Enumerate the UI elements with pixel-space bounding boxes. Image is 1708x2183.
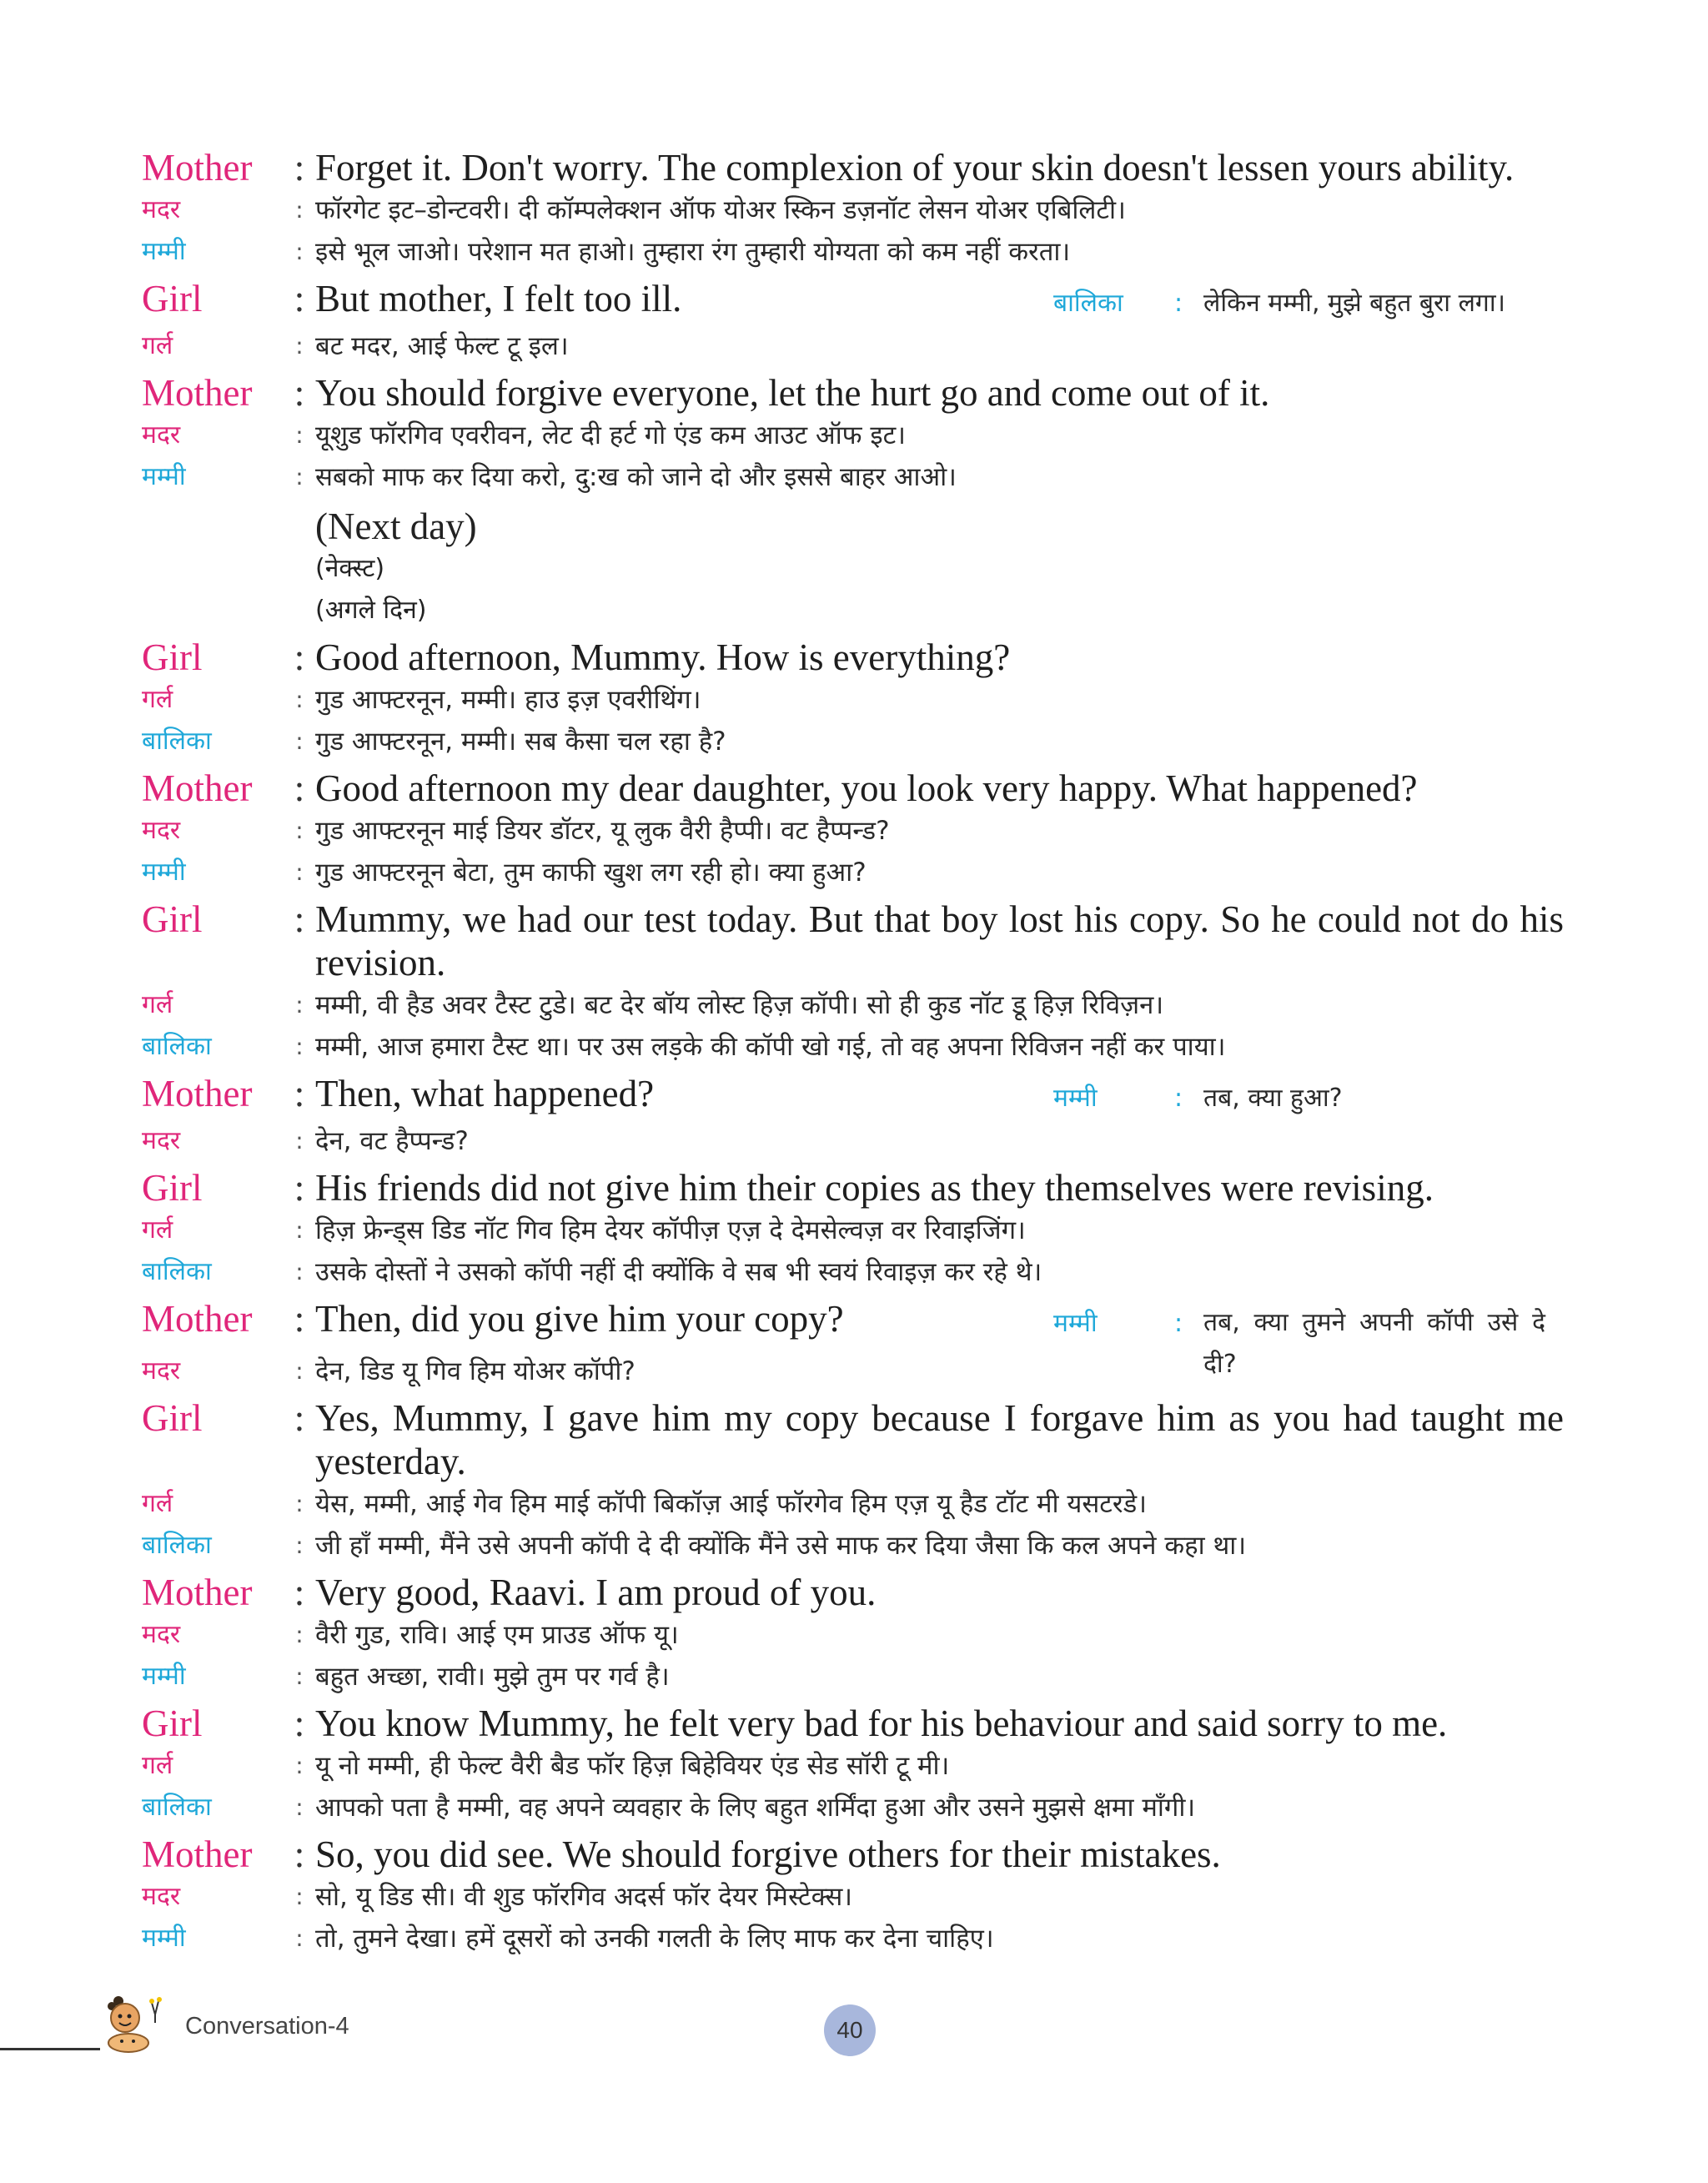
- colon: :: [295, 686, 304, 713]
- colon: :: [1173, 1309, 1183, 1338]
- colon: :: [295, 1883, 304, 1910]
- colon: :: [295, 421, 304, 449]
- colon: :: [295, 1490, 304, 1517]
- dialogue-text: यूशुड फॉरगिव एवरीवन, लेट दी हर्ट गो एंड कम आउट ऑफ इट।: [315, 420, 907, 450]
- dialogue-text: मम्मी, आज हमारा टैस्ट था। पर उस लड़के की कॉपी खो गई, तो वह अपना रिविजन नहीं कर पाया।: [315, 1032, 1226, 1062]
- dialogue-line-english: [142, 146, 1564, 189]
- dialogue-line-transliteration: [142, 810, 1564, 852]
- dialogue-line-transliteration: [142, 325, 1564, 367]
- dialogue-text: वैरी गुड, रावि। आई एम प्राउड ऑफ यू।: [315, 1620, 679, 1650]
- dialogue-line-english: [142, 767, 1564, 810]
- colon: :: [294, 1397, 305, 1439]
- dialogue-text-with-side: [315, 277, 1564, 325]
- speaker-label: गर्ल: [142, 990, 173, 1019]
- speaker-label: गर्ल: [142, 1489, 173, 1518]
- dialogue-text: His friends did not give him their copies as they themselves were revising.: [315, 1167, 1434, 1209]
- section-label: Conversation-4: [185, 2013, 349, 2040]
- dialogue-text: So, you did see. We should forgive others for their mistakes.: [315, 1833, 1221, 1875]
- colon: :: [295, 1258, 304, 1285]
- dialogue-text: उसके दोस्तों ने उसको कॉपी नहीं दी क्योंकि वे सब भी स्वयं रिवाइज़ कर रहे थे।: [315, 1257, 1042, 1287]
- dialogue-line-transliteration: [142, 1876, 1564, 1918]
- dialogue-line-translation: [142, 456, 1564, 498]
- dialogue-text: Then, did you give him your copy?: [315, 1298, 844, 1340]
- dialogue-text: गुड आफ्टरनून, मम्मी। सब कैसा चल रहा है?: [315, 727, 726, 757]
- dialogue-line-english: [142, 1702, 1564, 1745]
- dialogue-line-english: [142, 1166, 1564, 1210]
- colon: :: [295, 463, 304, 490]
- speaker-label: बालिका: [142, 1257, 212, 1286]
- dialogue-text: गुड आफ्टरनून, मम्मी। हाउ इज़ एवरीथिंग।: [315, 685, 701, 715]
- dialogue-text: बहुत अच्छा, रावी। मुझे तुम पर गर्व है।: [315, 1662, 670, 1692]
- speaker-label: Girl: [142, 1397, 203, 1439]
- dialogue-line-translation: [142, 852, 1564, 893]
- dialogue-text: हिज़ फ्रेन्ड्स डिड नॉट गिव हिम देयर कॉपीज़ एज़ दे देमसेल्वज़ वर रिवाइजिंग।: [315, 1215, 1026, 1245]
- colon: :: [295, 1793, 304, 1821]
- dialogue-text: Mummy, we had our test today. But that boy lost his copy. So he could not do his revision.: [315, 898, 1564, 983]
- dialogue-line-english: [142, 1571, 1564, 1614]
- speaker-label: Mother: [142, 1833, 253, 1875]
- dialogue-text: Forget it. Don't worry. The complexion of your skin doesn't lessen yours ability.: [315, 147, 1515, 189]
- speaker-label: Girl: [142, 636, 203, 678]
- dialogue-line-transliteration: [142, 679, 1564, 721]
- speaker-label: Mother: [142, 147, 253, 189]
- dialogue-text: तब, क्या तुमने अपनी कॉपी उसे दे दी?: [1203, 1308, 1545, 1379]
- dialogue-line-transliteration: [142, 1745, 1564, 1787]
- dialogue-text: गुड आफ्टरनून माई डियर डॉटर, यू लुक वैरी हैप्पी। वट हैप्पन्ड?: [315, 816, 890, 846]
- speaker-label: Mother: [142, 372, 253, 414]
- dialogue-text: Very good, Raavi. I am proud of you.: [315, 1572, 877, 1613]
- speaker-label: मम्मी: [142, 858, 186, 887]
- dialogue-text: But mother, I felt too ill.: [315, 278, 682, 319]
- page-number-badge: 40: [824, 2004, 876, 2056]
- speaker-label: Girl: [142, 1703, 203, 1744]
- dialogue-line-transliteration: [142, 1351, 1564, 1392]
- dialogue-line-english: [142, 277, 1564, 325]
- colon: :: [295, 991, 304, 1019]
- dialogue-line-translation: [142, 721, 1564, 762]
- colon: :: [294, 147, 305, 189]
- dialogue-text: गुड आफ्टरनून बेटा, तुम काफी खुश लग रही हो। क्या हुआ?: [315, 858, 867, 888]
- speaker-label: मदर: [142, 195, 181, 224]
- colon: :: [294, 1703, 305, 1744]
- dialogue-line-transliteration: [142, 189, 1564, 231]
- colon: :: [295, 1752, 304, 1779]
- dialogue-line-transliteration: [142, 1210, 1564, 1251]
- dialogue-line-english: [142, 1072, 1564, 1120]
- dialogue-line-translation: [142, 1918, 1564, 1959]
- dialogue-line-transliteration: [142, 984, 1564, 1026]
- colon: :: [295, 1216, 304, 1244]
- dialogue-text: जी हाँ मम्मी, मैंने उसे अपनी कॉपी दे दी क्योंकि मैंने उसे माफ कर दिया जैसा कि कल अपने कहा था।: [315, 1531, 1247, 1561]
- speaker-label: मम्मी: [1053, 1084, 1098, 1113]
- dialogue-text: सो, यू डिड सी। वी शुड फॉरगिव अदर्स फॉर देयर मिस्टेक्स।: [315, 1882, 853, 1912]
- stage-direction-transliteration: (नेक्स्ट): [315, 554, 385, 583]
- colon: :: [294, 1073, 305, 1114]
- dialogue-text: Yes, Mummy, I gave him my copy because I forgave him as you had taught me yesterday.: [315, 1397, 1564, 1482]
- colon: :: [294, 898, 305, 940]
- page-footer: [0, 1989, 1708, 2073]
- dialogue-text: येस, मम्मी, आई गेव हिम माई कॉपी बिकॉज़ आई फॉरगेव हिम एज़ यू हैड टॉट मी यसटरडे।: [315, 1489, 1147, 1519]
- dialogue-line-english: [142, 371, 1564, 415]
- speaker-label: Mother: [142, 1572, 253, 1613]
- conversation-document: [142, 142, 1564, 1959]
- dialogue-text: देन, वट हैप्पन्ड?: [315, 1126, 469, 1156]
- stage-direction: (Next day): [315, 506, 477, 547]
- dialogue-line-english: [142, 1396, 1564, 1483]
- dialogue-line-translation: [142, 1525, 1564, 1567]
- dialogue-text: बट मदर, आई फेल्ट टू इल।: [315, 331, 569, 361]
- dialogue-line-transliteration: [142, 1483, 1564, 1525]
- side-translation: [1053, 1077, 1343, 1120]
- colon: :: [295, 1532, 304, 1559]
- dialogue-text: तब, क्या हुआ?: [1203, 1084, 1343, 1113]
- colon: :: [295, 817, 304, 844]
- colon: :: [295, 1033, 304, 1060]
- colon: :: [294, 1167, 305, 1209]
- speaker-label: Girl: [142, 898, 203, 940]
- colon: :: [294, 278, 305, 319]
- dialogue-text: Good afternoon, Mummy. How is everything?: [315, 636, 1011, 678]
- dialogue-line-translation: [142, 1656, 1564, 1698]
- speaker-label: मम्मी: [142, 237, 186, 266]
- speaker-label: मम्मी: [142, 1924, 186, 1953]
- dialogue-text: देन, डिड यू गिव हिम योअर कॉपी?: [315, 1356, 635, 1386]
- speaker-label: गर्ल: [142, 1215, 173, 1245]
- dialogue-text: सबको माफ कर दिया करो, दु:ख को जाने दो और इससे बाहर आओ।: [315, 462, 957, 492]
- speaker-label: बालिका: [142, 1531, 212, 1560]
- colon: :: [295, 858, 304, 886]
- dialogue-line-transliteration: [142, 415, 1564, 456]
- dialogue-line-english: [142, 1833, 1564, 1876]
- speaker-label: मदर: [142, 420, 181, 450]
- dialogue-text: फॉरगेट इट–डोन्टवरी। दी कॉम्पलेक्शन ऑफ योअर स्किन डज़नॉट लेसन योअर एबिलिटी।: [315, 195, 1126, 225]
- speaker-label: Girl: [142, 278, 203, 319]
- speaker-label: बालिका: [142, 1793, 212, 1822]
- speaker-label: मदर: [142, 1356, 181, 1386]
- dialogue-text: Good afternoon my dear daughter, you look very happy. What happened?: [315, 767, 1418, 809]
- colon: :: [295, 1621, 304, 1648]
- dialogue-text-with-side: [315, 1072, 1564, 1120]
- mascot-icon: [82, 1989, 175, 2056]
- colon: :: [295, 196, 304, 224]
- colon: :: [295, 1127, 304, 1154]
- speaker-label: गर्ल: [142, 685, 173, 714]
- speaker-label: मदर: [142, 1620, 181, 1649]
- dialogue-text: You know Mummy, he felt very bad for his behaviour and said sorry to me.: [315, 1703, 1448, 1744]
- dialogue-text: मम्मी, वी हैड अवर टैस्ट टुडे। बट देर बॉय लोस्ट हिज़ कॉपी। सो ही कुड नॉट डू हिज़ रिविज़न।: [315, 990, 1164, 1020]
- side-translation: [1053, 282, 1505, 325]
- colon: :: [295, 1924, 304, 1952]
- dialogue-text: यू नो मम्मी, ही फेल्ट वैरी बैड फॉर हिज़ बिहेवियर एंड सेड सॉरी टू मी।: [315, 1751, 950, 1781]
- colon: :: [295, 332, 304, 360]
- dialogue-line-translation: [142, 1026, 1564, 1068]
- colon: :: [1173, 289, 1183, 318]
- stage-direction-translation: (अगले दिन): [315, 596, 427, 625]
- colon: :: [1173, 1084, 1183, 1113]
- dialogue-text: इसे भूल जाओ। परेशान मत हाओ। तुम्हारा रंग तुम्हारी योग्यता को कम नहीं करता।: [315, 237, 1071, 267]
- dialogue-text: लेकिन मम्मी, मुझे बहुत बुरा लगा।: [1203, 289, 1505, 318]
- dialogue-line-transliteration: [142, 1120, 1564, 1162]
- colon: :: [294, 1572, 305, 1613]
- dialogue-line-english: [142, 636, 1564, 679]
- dialogue-text: You should forgive everyone, let the hurt go and come out of it.: [315, 372, 1270, 414]
- speaker-label: Mother: [142, 767, 253, 809]
- speaker-label: मदर: [142, 1882, 181, 1911]
- colon: :: [294, 767, 305, 809]
- speaker-label: Mother: [142, 1298, 253, 1340]
- dialogue-text: Then, what happened?: [315, 1073, 655, 1114]
- dialogue-line-english: [142, 898, 1564, 984]
- colon: :: [295, 1662, 304, 1690]
- dialogue-line-translation: [142, 1787, 1564, 1828]
- dialogue-text: आपको पता है मम्मी, वह अपने व्यवहार के लिए बहुत शर्मिंदा हुआ और उसने मुझसे क्षमा माँगी।: [315, 1793, 1196, 1823]
- speaker-label: बालिका: [142, 727, 212, 756]
- colon: :: [294, 372, 305, 414]
- speaker-label: Girl: [142, 1167, 203, 1209]
- speaker-label: मदर: [142, 1126, 181, 1155]
- colon: :: [295, 727, 304, 755]
- dialogue-text: तो, तुमने देखा। हमें दूसरों को उनकी गलती के लिए माफ कर देना चाहिए।: [315, 1924, 994, 1954]
- colon: :: [295, 238, 304, 265]
- dialogue-line-translation: [142, 231, 1564, 273]
- speaker-label: मदर: [142, 816, 181, 845]
- speaker-label: मम्मी: [1053, 1309, 1098, 1338]
- speaker-label: मम्मी: [142, 1662, 186, 1691]
- colon: :: [294, 1298, 305, 1340]
- speaker-label: गर्ल: [142, 1751, 173, 1780]
- speaker-label: मम्मी: [142, 462, 186, 491]
- speaker-label: गर्ल: [142, 331, 173, 360]
- colon: :: [294, 636, 305, 678]
- colon: :: [295, 1357, 304, 1385]
- speaker-label: बालिका: [142, 1032, 212, 1061]
- colon: :: [294, 1833, 305, 1875]
- speaker-label: Mother: [142, 1073, 253, 1114]
- dialogue-line-translation: [142, 1251, 1564, 1293]
- dialogue-line-transliteration: [142, 1614, 1564, 1656]
- speaker-label: बालिका: [1053, 289, 1123, 318]
